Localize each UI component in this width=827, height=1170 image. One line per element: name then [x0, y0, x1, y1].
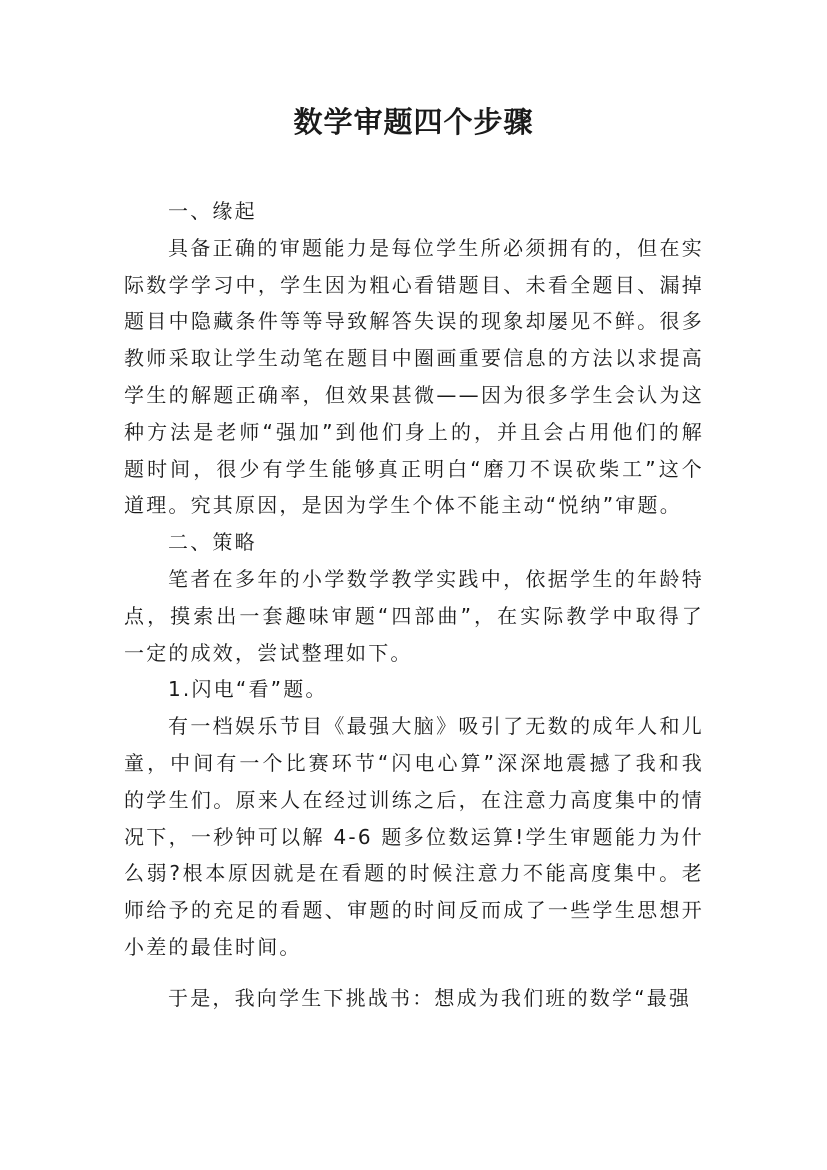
paragraph-strategy-intro: 笔者在多年的小学数学教学实践中，依据学生的年龄特点，摸索出一套趣味审题“四部曲”，在实际教学中取得了一定的成效，尝试整理如下。 [124, 566, 704, 665]
section-heading-strategy: 二、策略 [168, 530, 257, 555]
section-heading-origin: 一、缘起 [168, 199, 257, 223]
document-body [124, 193, 704, 1017]
paragraph-origin-body: 具备正确的审题能力是每位学生所必须拥有的，但在实际数学学习中，学生因为粗心看错题目、未看全题目、漏掉题目中隐藏条件等等导致解答失误的现象却屡见不鲜。很多教师采取让学生动笔在题目中圈画重要信息的方法以求提高学生的解题正确率，但效果甚微——因为很多学生会认为这种方法是老师“强加”到他们身上的，并且会占用他们的解题时间，很少有学生能够真正明白“磨刀不误砍柴工”这个道理。究其原因，是因为学生个体不能主动“悦纳”审题。 [124, 235, 704, 518]
document-title: 数学审题四个步骤 [293, 105, 534, 139]
paragraph-lightning-read: 有一档娱乐节目《最强大脑》吸引了无数的成年人和儿童，中间有一个比赛环节“闪电心算”深深地震撼了我和我的学生们。原来人在经过训练之后，在注意力高度集中的情况下，一秒钟可以解 4-6 题多位数运算!学生审题能力为什么弱?根本原因就是在看题的时候注意力不能高度集中。老师给予的充足的看题、审题的时间反而成了一些学生思想开小差的最佳时间。 [124, 714, 704, 959]
subheading-lightning-read: 1.闪电“看”题。 [168, 677, 328, 702]
paragraph-challenge: 于是，我向学生下挑战书：想成为我们班的数学“最强 [168, 985, 692, 1010]
